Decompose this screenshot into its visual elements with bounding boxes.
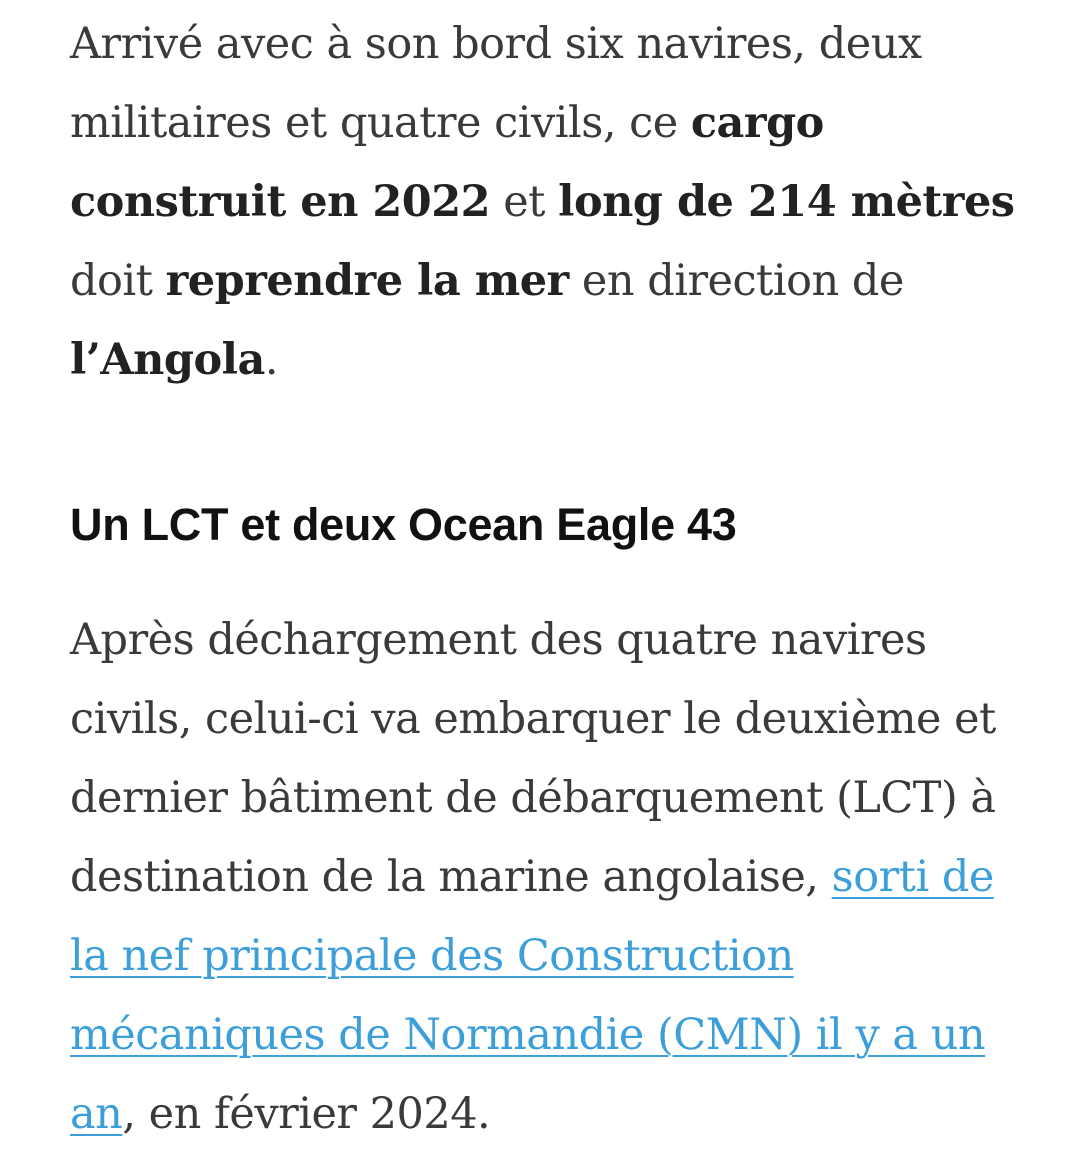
paragraph-text: . bbox=[264, 335, 279, 385]
bold-text-cargo-built: cargo construit en 2022 bbox=[70, 98, 824, 227]
paragraph-text: , en février 2024. bbox=[122, 1089, 491, 1139]
paragraph-text: et bbox=[490, 177, 559, 227]
article-link-cmn[interactable]: sorti de la nef principale des Construction mécaniques de Normandie (CMN) il y a un an bbox=[70, 852, 994, 1139]
paragraph-text: Après déchargement des quatre navires civils, celui-ci va embarquer le deuxième et dernier bâtiment de débarquement (LCT) à destination de la marine angolaise, bbox=[70, 615, 996, 902]
paragraph-text: Arrivé avec à son bord six navires, deux militaires et quatre civils, ce bbox=[70, 19, 922, 148]
paragraph-text: en direction de bbox=[568, 256, 904, 306]
bold-text-length: long de 214 mètres bbox=[558, 177, 1015, 227]
bold-text-back-to-sea: reprendre la mer bbox=[165, 256, 569, 306]
bold-text-angola: l’Angola bbox=[70, 335, 265, 385]
section-heading: Un LCT et deux Ocean Eagle 43 bbox=[70, 499, 737, 550]
paragraph-text: doit bbox=[70, 256, 166, 306]
paragraph-lct-embark bbox=[70, 601, 1020, 1154]
paragraph-cargo-departure bbox=[70, 5, 1020, 400]
